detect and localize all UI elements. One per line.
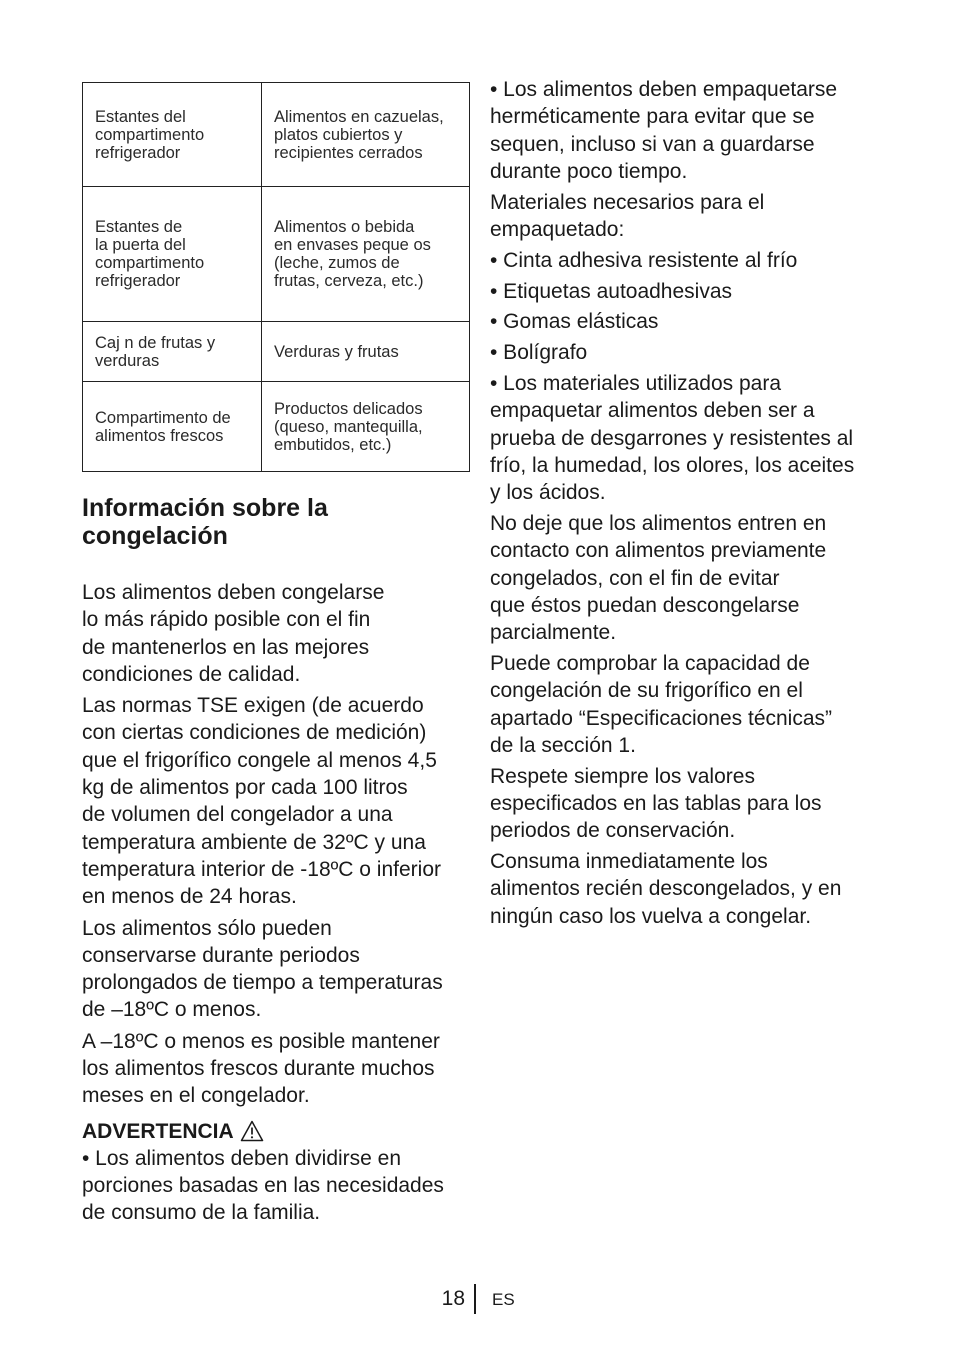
paragraph: Consuma inmediatamente los alimentos recién descongelados, y en ningún caso los vuelva a congelar. <box>490 850 842 928</box>
table-cell-foods: Alimentos o bebida en envases peque os (leche, zumos de frutas, cerveza, etc.) <box>262 187 470 322</box>
paragraph: No deje que los alimentos entren en contacto con alimentos previamente congelados, con el fin de evitar que éstos puedan descongelarse parcialmente. <box>490 511 827 645</box>
left-body-text <box>82 579 470 1110</box>
page-number: 18 <box>441 1287 465 1310</box>
paragraph: A –18ºC o menos es posible mantener los alimentos frescos durante muchos meses en el congelador. <box>82 1029 440 1108</box>
right-column <box>490 76 882 930</box>
list-item: • Bolígrafo <box>490 341 588 365</box>
paragraph: Los alimentos deben congelarse lo más rápido posible con el fin de mantenerlos en las mejores condiciones de calidad. <box>82 581 385 686</box>
paragraph: Los alimentos sólo pueden conservarse durante periodos prolongados de tiempo a temperaturas de –18ºC o menos. <box>82 916 443 1022</box>
list-item: • Cinta adhesiva resistente al frío <box>490 248 798 272</box>
table-row <box>83 187 470 322</box>
table-cell-foods: Productos delicados (queso, mantequilla, embutidos, etc.) <box>262 382 470 472</box>
table-cell-location: Estantes del compartimento refrigerador <box>83 83 262 187</box>
table-row <box>83 83 470 187</box>
paragraph: Puede comprobar la capacidad de congelación de su frigorífico en el apartado “Especificaciones técnicas” de la sección 1. <box>490 651 833 757</box>
table-cell-location: Estantes de la puerta del compartimento refrigerador <box>83 187 262 322</box>
paragraph: • Los materiales utilizados para empaquetar alimentos deben ser a prueba de desgarrones y resistentes al frío, la humedad, los olores, los aceites y los ácidos. <box>490 371 855 505</box>
paragraph: • Los alimentos deben empaquetarse herméticamente para evitar que se sequen, incluso si van a guardarse durante poco tiempo. <box>490 78 838 183</box>
paragraph: Las normas TSE exigen (de acuerdo con ciertas condiciones de medición) que el frigorífico congele al menos 4,5 kg de alimentos por cada 100 litros de volumen del congelador a una temperatura ambiente de 32ºC y una temperatura interior de -18ºC o inferior en menos de 24 horas. <box>82 694 441 909</box>
language-code: ES <box>492 1290 515 1309</box>
warning-triangle-icon <box>240 1120 264 1142</box>
warning-label: ADVERTENCIA <box>82 1119 234 1143</box>
warning-body <box>82 1145 470 1227</box>
table-cell-location: Caj n de frutas y verduras <box>83 322 262 382</box>
storage-table <box>82 82 470 472</box>
warning-heading <box>82 1118 470 1145</box>
table-cell-foods: Verduras y frutas <box>262 322 470 382</box>
paragraph: Respete siempre los valores especificados en las tablas para los periodos de conservación. <box>490 764 822 843</box>
table-cell-location: Compartimento de alimentos frescos <box>83 382 262 472</box>
table-row <box>83 322 470 382</box>
page-footer <box>0 1284 954 1314</box>
section-title: Información sobre la congelación <box>82 494 328 550</box>
list-item: • Gomas elásticas <box>490 310 659 334</box>
left-column <box>82 82 470 1227</box>
table-cell-foods: Alimentos en cazuelas, platos cubiertos y recipientes cerrados <box>262 83 470 187</box>
list-item: • Etiquetas autoadhesivas <box>490 279 733 303</box>
footer-divider <box>474 1284 476 1314</box>
table-row <box>83 382 470 472</box>
paragraph: Materiales necesarios para el empaquetado: <box>490 190 765 241</box>
warning-text: • Los alimentos deben dividirse en porciones basadas en las necesidades de consumo de la familia. <box>82 1146 444 1225</box>
